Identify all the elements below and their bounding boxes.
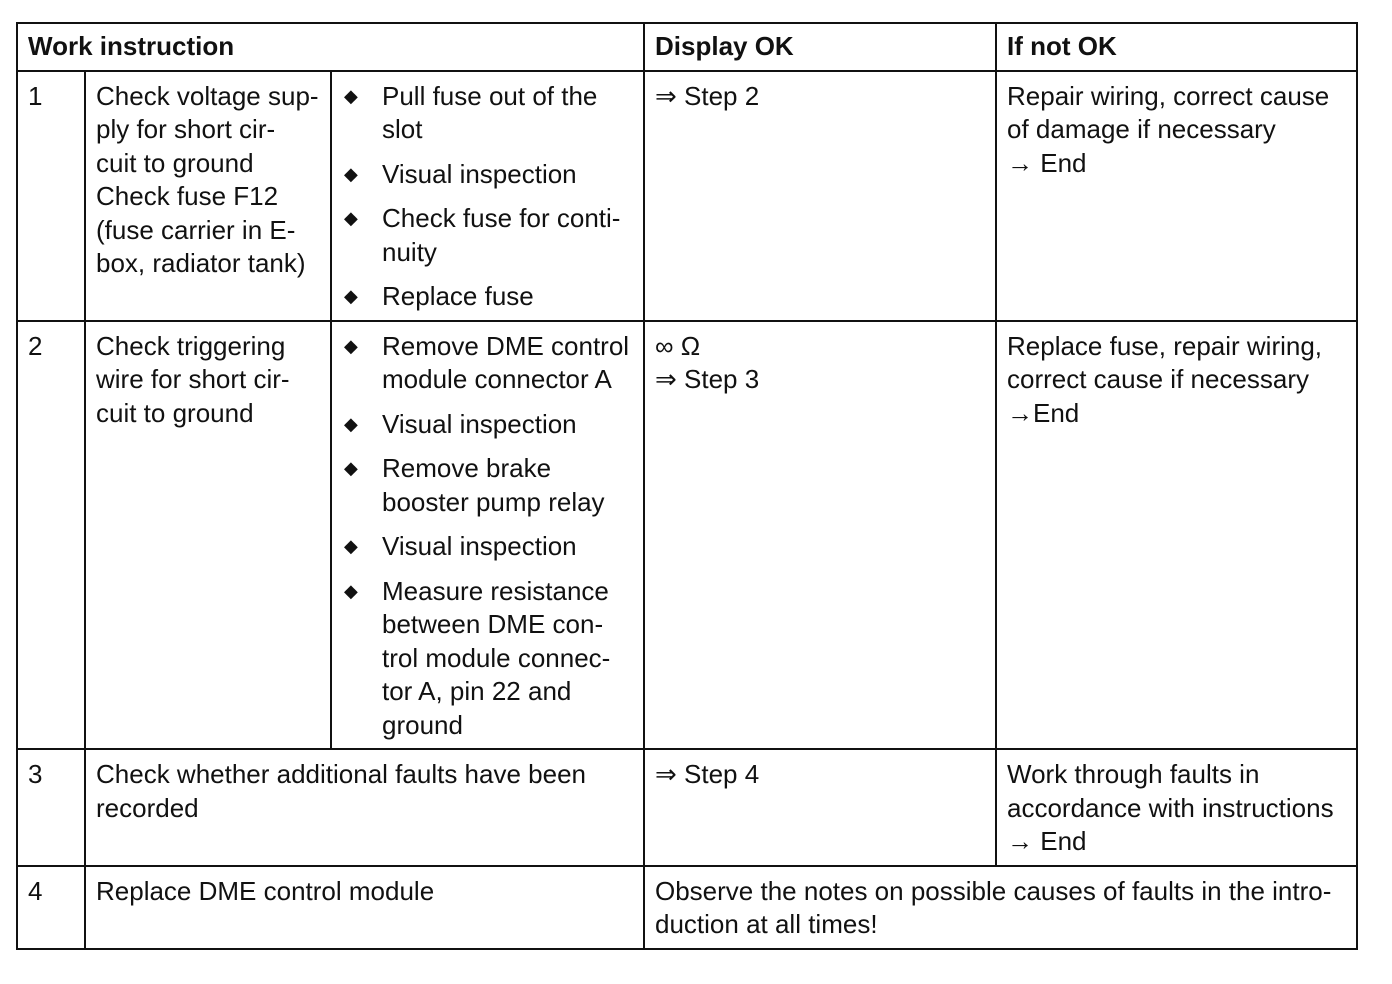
action-list (342, 80, 633, 314)
text-line: Work through faults in (1007, 759, 1260, 789)
action-list-cell (331, 321, 644, 750)
list-item (342, 202, 633, 269)
text-line: ⇒ Step 2 (655, 80, 760, 111)
text-line: slot (382, 114, 423, 144)
text-line: duction at all times! (655, 909, 878, 939)
text-line: box, radiator tank) (96, 248, 306, 278)
text-line: Check voltage sup- (96, 80, 319, 111)
text-line: →End (1007, 397, 1080, 428)
header-row (17, 23, 1357, 71)
check-description (85, 71, 331, 321)
text-line: → End (1007, 147, 1087, 178)
text-line: correct cause if necessary (1007, 364, 1310, 394)
list-item (342, 330, 633, 397)
text-line: cuit to ground (96, 397, 254, 428)
text-line: booster pump relay (382, 486, 605, 517)
text-line: Observe the notes on possible causes of faults in the intro- (655, 875, 1332, 906)
work-instruction-table (16, 22, 1358, 950)
text-line: module connector A (382, 364, 612, 394)
if-not-ok-cell (996, 749, 1357, 866)
header-display-ok: Display OK (644, 23, 996, 71)
check-description (85, 321, 331, 750)
display-ok-cell (644, 321, 996, 750)
text-line: Pull fuse out of the (382, 80, 598, 111)
text-line: → End (1007, 826, 1087, 856)
list-item (342, 408, 633, 442)
text-line: ⇒ Step 4 (655, 759, 760, 789)
text-line: Repair wiring, correct cause (1007, 80, 1330, 111)
table-row (17, 71, 1357, 321)
step-number: 2 (17, 321, 85, 750)
step-number: 1 (17, 71, 85, 321)
text-line: ply for short cir- (96, 114, 276, 144)
if-not-ok-cell (996, 71, 1357, 321)
header-if-not-ok: If not OK (996, 23, 1357, 71)
text-line: wire for short cir- (96, 364, 290, 394)
action-list-cell (331, 71, 644, 321)
text-line: of damage if necessary (1007, 114, 1276, 144)
step-number: 4 (17, 866, 85, 949)
text-line: Remove brake (382, 453, 552, 483)
diamond-bullet-icon: ◆ (344, 85, 358, 106)
table-row (17, 321, 1357, 750)
if-not-ok-cell (996, 321, 1357, 750)
list-item (342, 530, 633, 564)
text-line: Visual inspection (382, 158, 577, 189)
diamond-bullet-icon: ◆ (344, 580, 358, 601)
text-line: ⇒ Step 3 (655, 364, 760, 394)
list-item (342, 280, 633, 314)
list-item (342, 158, 633, 192)
text-line: Measure resistance (382, 575, 609, 606)
text-line: Remove DME control (382, 330, 630, 361)
header-work-instruction: Work instruction (17, 23, 644, 71)
diamond-bullet-icon: ◆ (344, 536, 358, 556)
text-line: Replace fuse, repair wiring, (1007, 330, 1323, 361)
text-line: accordance with instructions (1007, 792, 1334, 823)
text-line: Check fuse for conti- (382, 203, 621, 233)
check-description (85, 866, 644, 949)
list-item (342, 452, 633, 519)
diamond-bullet-icon: ◆ (344, 208, 358, 228)
action-list (342, 330, 633, 743)
text-line: Replace DME control module (96, 875, 435, 906)
display-ok-cell (644, 71, 996, 321)
text-line: (fuse carrier in E- (96, 214, 296, 245)
display-ok-cell (644, 749, 996, 866)
table-row (17, 866, 1357, 949)
diamond-bullet-icon: ◆ (344, 335, 358, 356)
text-line: Visual inspection (382, 531, 577, 561)
text-line: Check whether additional faults have been (96, 759, 586, 789)
text-line: ∞ Ω (655, 330, 701, 361)
text-line: trol module connec- (382, 642, 611, 673)
diamond-bullet-icon: ◆ (344, 163, 358, 184)
step-number: 3 (17, 749, 85, 866)
text-line: between DME con- (382, 609, 604, 639)
text-line: nuity (382, 236, 437, 267)
table-row (17, 749, 1357, 866)
list-item (342, 80, 633, 147)
text-line: recorded (96, 792, 199, 823)
general-note (644, 866, 1357, 949)
text-line: Check triggering (96, 330, 286, 361)
text-line: Check fuse F12 (96, 181, 279, 211)
text-line: Visual inspection (382, 408, 577, 439)
diamond-bullet-icon: ◆ (344, 458, 358, 478)
diamond-bullet-icon: ◆ (344, 286, 358, 306)
text-line: ground (382, 709, 463, 740)
text-line: Replace fuse (382, 281, 534, 311)
check-description (85, 749, 644, 866)
list-item (342, 575, 633, 743)
text-line: tor A, pin 22 and (382, 676, 572, 706)
text-line: cuit to ground (96, 147, 254, 178)
diamond-bullet-icon: ◆ (344, 413, 358, 434)
